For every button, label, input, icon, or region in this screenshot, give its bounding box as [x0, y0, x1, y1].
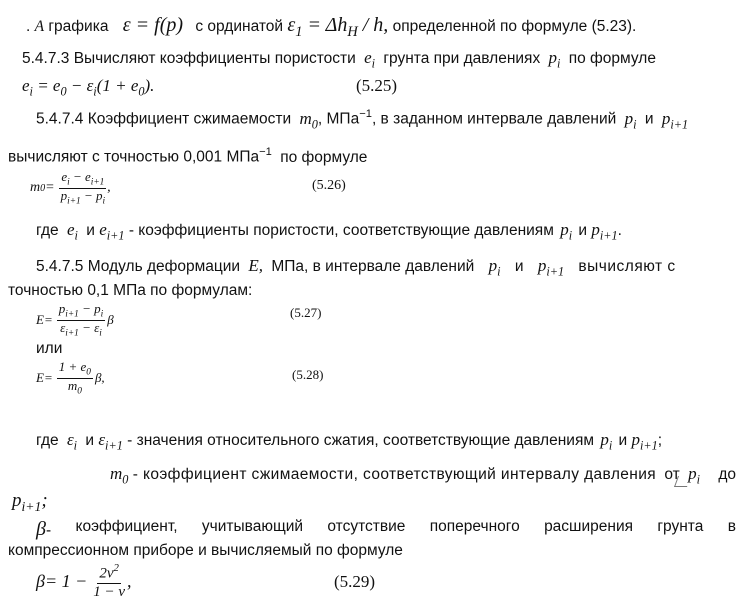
symbol-beta: β- — [36, 518, 52, 540]
line-10 — [36, 430, 662, 452]
text: и — [85, 432, 95, 449]
word: коэффициент, — [75, 518, 178, 535]
text: и — [618, 432, 628, 449]
equation-number-5-25: (5.25) — [356, 76, 398, 95]
text: где — [36, 222, 59, 239]
text: по формуле — [568, 50, 656, 67]
symbol-p-i: $p_i$ — [688, 464, 701, 487]
word: поперечного — [429, 518, 520, 535]
formula-5-28: E = $\frac{1 + e_0}{m_0}$ β, — [36, 359, 105, 397]
formula-5-25: $e_i = e_0 - \varepsilon_i(1 + e_0)$. — [22, 76, 155, 99]
line-5 — [8, 146, 367, 167]
formula-5-29: β = 1 − $\frac{2\nu^2}{1 - \nu}$ , — [36, 562, 132, 600]
fraction: $\frac{2\nu^2}{1 - \nu}$ — [93, 562, 126, 600]
text: . — [617, 222, 622, 239]
word: расширения — [544, 518, 633, 535]
symbol-p-i1: $p_{i+1}$ — [591, 220, 618, 243]
text: графика — [48, 18, 109, 35]
equation-number-5-27: (5.27) — [290, 305, 322, 320]
formula-epsilon-fp: ε = f(p) — [122, 14, 184, 36]
text: определенной по формуле (5.23). — [392, 18, 637, 35]
equation-number-5-26: (5.26) — [312, 178, 346, 193]
text: вычисляют с точностью 0,001 МПа — [8, 148, 260, 166]
text: и — [578, 222, 588, 239]
symbol-p-i1: $p_{i+1}$ — [537, 256, 565, 279]
symbol-p-i: $p_i$ — [560, 220, 573, 243]
line-1 — [26, 14, 636, 41]
text: и — [644, 110, 654, 128]
fraction: $\frac{1 + e_0}{m_0}$ — [58, 359, 91, 397]
superscript: −1 — [259, 146, 272, 158]
formula-5-27: E = $\frac{p_{i+1} - p_i}{\varepsilon_{i+1} - \varepsilon_i}$ β — [36, 301, 114, 339]
superscript: −1 — [359, 108, 372, 120]
word: отсутствие — [327, 518, 406, 535]
text: с ординатой — [195, 18, 284, 35]
symbol-p-i1: $p_{i+1}$ — [661, 108, 689, 131]
word: грунта — [657, 518, 704, 535]
text: вычисляют с — [578, 258, 676, 275]
text: - коэффициенты пористости, соответствующие давлениям — [128, 222, 554, 239]
symbol-p-i: $p_i$ — [624, 108, 637, 131]
symbol-eps-i: $\varepsilon_i$ — [66, 430, 78, 453]
fraction: $\frac{p_{i+1} - p_i}{\varepsilon_{i+1} - \varepsilon_i}$ — [58, 301, 104, 339]
symbol-eps-i1: $\varepsilon_{i+1}$ — [98, 430, 123, 453]
symbol-p-i1: $p_{i+1}$ — [631, 430, 658, 453]
symbol-e-i1: $e_{i+1}$ — [99, 220, 125, 243]
text: - коэффициент сжимаемости, соответствующий интервалу давления — [132, 466, 657, 483]
word: учитывающий — [201, 518, 304, 535]
text: - значения относительного сжатия, соответствующие давлениям — [127, 432, 594, 449]
symbol-p-i: $p_i$ — [548, 48, 561, 71]
line-14: компрессионном приборе и вычисляемый по формуле — [8, 542, 403, 559]
text: ; — [657, 432, 663, 449]
symbol-m0: $m_0$ — [110, 464, 129, 487]
word: в — [727, 518, 736, 535]
formula-5-26: m 0 = $\frac{e_i - e_{i+1}}{p_{i+1} - p_i}$ , — [30, 169, 111, 207]
text: от — [664, 466, 680, 483]
line-7 — [36, 256, 676, 278]
text: 5.4.7.4 Коэффициент сжимаемости — [36, 110, 292, 128]
line-13 — [36, 518, 736, 541]
symbol-m0: $m_0$ — [299, 108, 318, 131]
line-2 — [22, 48, 656, 70]
formula-epsilon1: $\varepsilon_1 = \Delta h_H / h$, — [287, 14, 389, 41]
fraction: $\frac{e_i - e_{i+1}}{p_{i+1} - p_i}$ — [60, 169, 106, 207]
line-12: $p_{i+1}$; — [12, 490, 48, 514]
symbol-e-i: $e_i$ — [364, 48, 376, 71]
text: 5.4.7.3 Вычисляют коэффициенты пористости — [22, 50, 356, 67]
line-6 — [36, 220, 622, 242]
math-symbol: А — [34, 18, 45, 35]
symbol-E: E, — [248, 256, 264, 275]
text: . — [26, 18, 31, 35]
line-11 — [110, 464, 736, 486]
text: до — [718, 466, 736, 483]
text: , МПа — [317, 110, 360, 128]
text: 5.4.7.5 Модуль деформации — [36, 258, 241, 275]
symbol-p-i: $p_i$ — [600, 430, 613, 453]
text: где — [36, 432, 59, 449]
symbol-e-i: $e_i$ — [66, 220, 78, 243]
line-4 — [36, 108, 688, 131]
text: и — [514, 258, 524, 275]
symbol-p-i: $p_i$ — [488, 256, 501, 279]
text: МПа, в интервале давлений — [271, 258, 475, 275]
text: и — [86, 222, 95, 239]
line-or: или — [36, 340, 63, 357]
equation-number-5-29: (5.29) — [334, 572, 376, 591]
text: грунта при давлениях — [383, 50, 541, 67]
line-8: точностью 0,1 МПа по формулам: — [8, 282, 253, 299]
equation-number-5-28: (5.28) — [292, 367, 324, 382]
text: , в заданном интервале давлений — [371, 110, 617, 128]
text: по формуле — [280, 148, 368, 166]
